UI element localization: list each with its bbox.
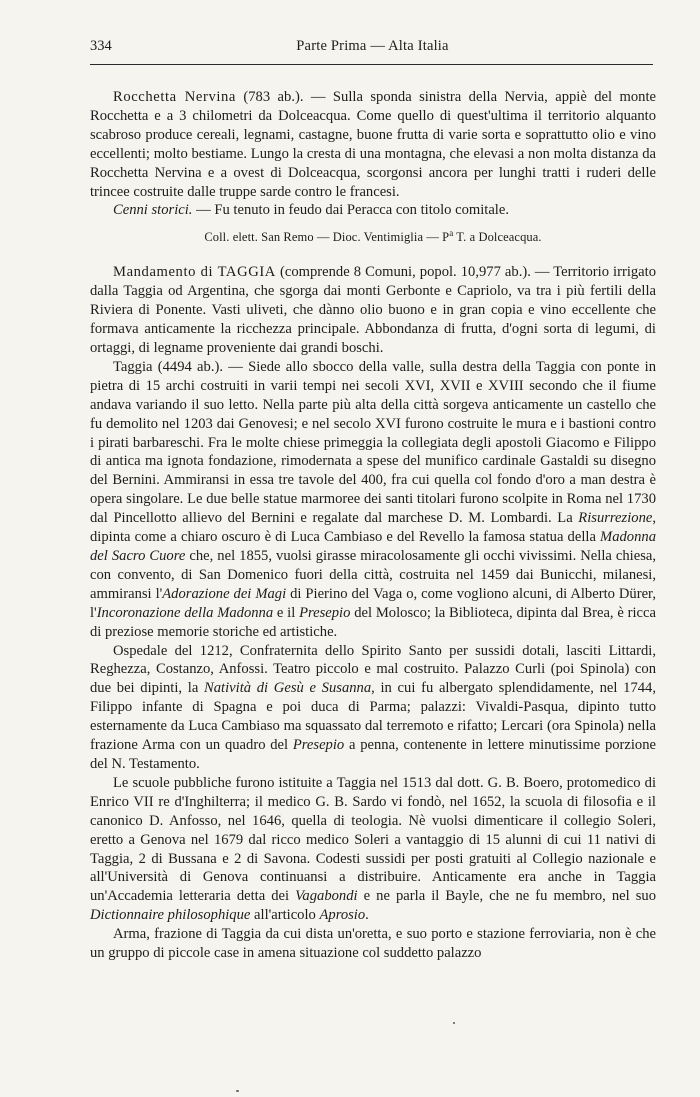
paragraph-cenni-storici (90, 201, 656, 220)
text-run: di Pierino del Vaga o, come vogliono alcuni, di Alberto Dürer, l' (90, 585, 656, 621)
text-run: Le scuole pubbliche furono istituite a Taggia nel 1513 dal dott. G. B. Boero, protomedico di Enrico VII re d'Inghilterra; il medico G. B. Sardo vi fondò, nel 1652, la scuola di filosofia e il canonico D. Anfosso, nel 1646, quella di teologia. Nè vuolsi dimenticare il collegio Soleri, eretto a Genova nel 1679 dal ricco medico Soleri a vantaggio di 15 alunni di cui 11 nativi di Taggia, 2 di Bussana e 2 di Savona. Codesti sussidi per posti gratuiti al Collegio nazionale e all'Università di Genova continuansi a distribuire. Anticamente era anche in Taggia un'Accademia letteraria detta dei (90, 774, 656, 905)
italic-run: Aprosio (319, 907, 366, 924)
italic-run: Dictionnaire philosophique (90, 907, 251, 924)
italic-run: Risurrezione (578, 510, 653, 527)
collegio-line (90, 224, 656, 247)
running-title: Parte Prima — Alta Italia (296, 38, 449, 54)
text-run: Ospedale del 1212, Confraternita dello Spirito Santo per sussidi dotali, lasciti Littardi, Reghezza, Costanzo, Anfossi. Teatro piccolo e mal costruito. Palazzo Curli (poi Spinola) con due bei dipinti, la (90, 642, 656, 697)
italic-run: Incoronazione della Madonna (96, 604, 274, 621)
paragraph-arma: Arma, frazione di Taggia da cui dista un'oretta, e suo porto e stazione ferroviaria, non è che un gruppo di piccole case in amena situazione col suddetto palazzo (90, 926, 656, 962)
collegio-text-end: T. a Dolceacqua. (453, 230, 542, 245)
paragraph-taggia-3 (90, 774, 656, 925)
rocchetta-text: (783 ab.). — Sulla sponda sinistra della Nervia, appiè del monte Rocchetta e a 3 chilometri da Dolceacqua. Come quello di quest'ultima il territorio alquanto scabroso produce cereali, legnami, castagne, buone frutta di varie sorta e soprattutto olio e vino eccellenti; molto bestiame. Lungo la cresta di una montagna, che elevasi a non molta distanza da Rocchetta Nervina e a ovest di Dolceacqua, scorgonsi ancora per lunghi tratti i ruderi delle trincee costruite dalle truppe sarde contro le francesi. (90, 89, 656, 200)
paragraph-mandamento (90, 263, 656, 358)
mandamento-title: Mandamento di TAGGIA (113, 264, 276, 281)
italic-run: Presepio (299, 604, 351, 621)
page-body (90, 88, 656, 963)
text-run: Taggia (4494 ab.). — Siede allo sbocco della valle, sulla destra della Taggia con ponte in pietra di 15 archi costruiti in varii tempi nei secoli XVI, XVII e XVIII secondo che il fiume andava variando il suo letto. Nella parte più alta della città sorgeva anticamente un castello che fu demolito nel 1203 dai Genovesi; e nel secolo XVI furono costruite le mura e i bastioni contro i pirati barbareschi. Fra le molte chiese primeggia la collegiata degli apostoli Giacomo e Filippo di antica ma ignota fondazione, rimodernata a spese del munifico cardinale Gastaldi su disegno del Bernini. Ammiransi in essa tre tavole del 400, fra cui quella col fondo d'oro a man destra è opera singolare. Le due belle statue marmoree dei santi titolari furono scolpite in Roma nel 1730 dal Pincellotto allievo del Bernini e regalate dal marchese D. M. Lombardi. La (90, 358, 656, 527)
italic-run: Natività di Gesù e Susanna (204, 680, 372, 697)
header-rule (90, 64, 653, 65)
text-run: , in cui fu albergato splendidamente, nel 1744, Filippo infante di Spagna e poi duca di Parma; palazzi: Vivaldi-Pasqua, dipinto tutto esternamente da Luca Cambiaso ma squassato dal terremoto e rifatto; Lercari (ora Spinola) nella frazione Arma con un quadro del (90, 680, 656, 754)
paragraph-taggia-2 (90, 642, 656, 774)
text-run: all'articolo (250, 907, 320, 924)
paragraph-taggia-1 (90, 358, 656, 642)
collegio-text: Coll. elett. San Remo — Dioc. Ventimiglia — P (204, 230, 450, 245)
text-run: . (365, 907, 369, 924)
running-header (90, 38, 655, 60)
italic-run: Adorazione dei Magi (162, 585, 287, 602)
italic-run: Presepio (292, 737, 345, 754)
text-run: che, nel 1855, vuolsi girasse miracolosamente gli occhi vivissimi. Nella chiesa, con convento, di San Domenico fuori della città, costruita nel 1459 dai Bunicchi, milanesi, ammiransi l' (90, 548, 657, 602)
text-run: del Molosco; la Biblioteca, dipinta dal Brea, è ricca di preziose memorie storiche ed artistiche. (90, 604, 656, 640)
text-run: , dipinta come a chiaro oscuro è di Luca Cambiaso e del Revello la famosa statua della (90, 510, 656, 546)
italic-run: Vagabondi (295, 888, 358, 905)
cenni-storici-text: — Fu tenuto in feudo dai Peracca con titolo comitale. (192, 202, 509, 219)
paper-speck (236, 1090, 239, 1092)
mandamento-text: (comprende 8 Comuni, popol. 10,977 ab.). — Territorio irrigato dalla Taggia od Argentina, che sgorga dai monti Gerbonte e Capriolo, va tra i più fertili della Riviera di Ponente. Vasti uliveti, che dànno olio buono e in gran copia e vino eccellente che formava anticamente la ricchezza principale. Abbondanza di frutta, d'ogni sorta di legumi, di ortaggi, di legname proveniente dai grandi boschi. (90, 264, 656, 357)
cenni-storici-label: Cenni storici. (113, 202, 193, 219)
text-run: a penna, contenente in lettere minutissime porzione del N. Testamento. (90, 737, 657, 772)
italic-run: Madonna del Sacro Cuore (90, 529, 656, 564)
text-run: e ne parla il Bayle, che ne fu membro, nel suo (357, 888, 657, 905)
collegio-superscript: a (449, 228, 454, 239)
entry-title-rocchetta: Rocchetta Nervina (113, 89, 236, 105)
paragraph-rocchetta (90, 88, 656, 201)
page-number: 334 (90, 38, 112, 54)
paper-speck (453, 1022, 455, 1024)
text-run: e il (273, 604, 300, 621)
